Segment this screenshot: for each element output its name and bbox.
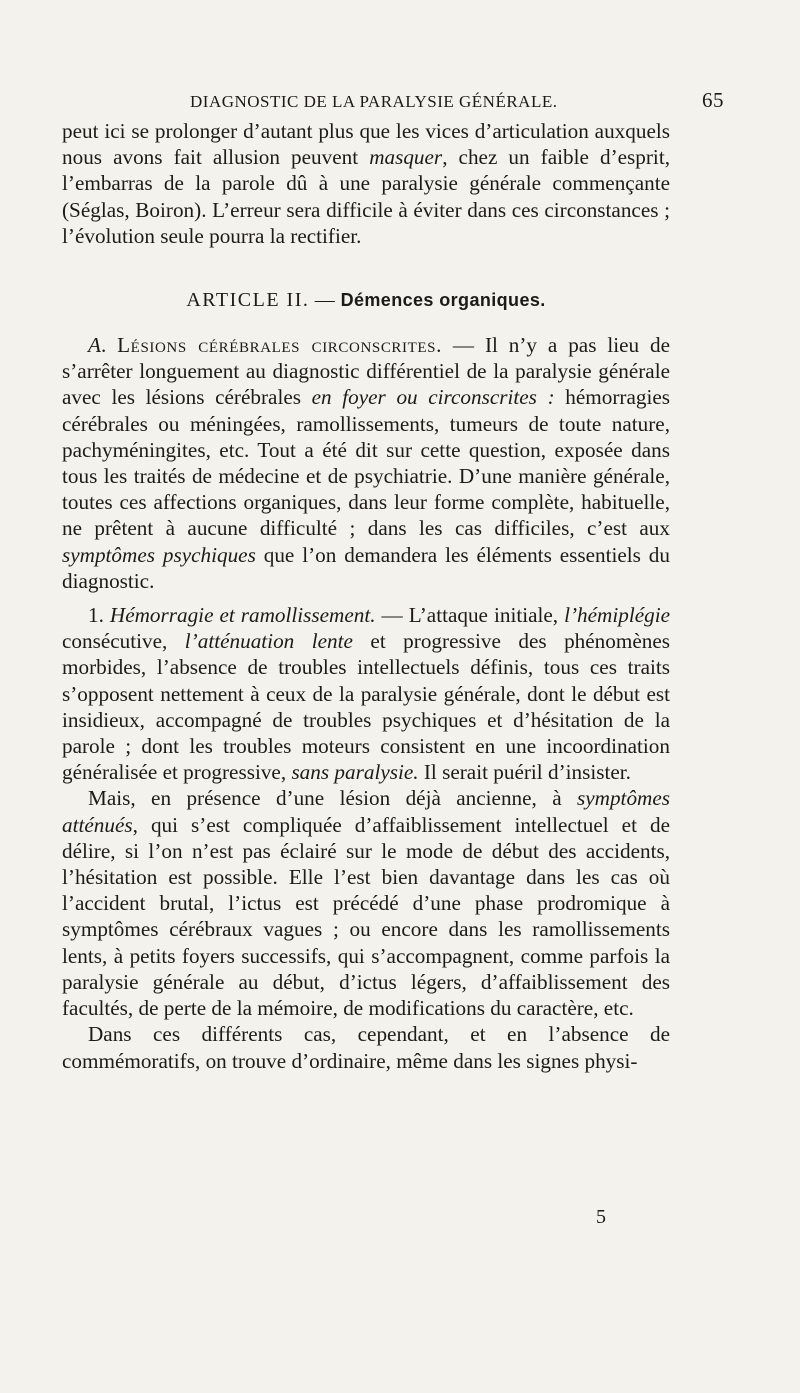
paragraph-text: — Il n’y a pas lieu de s’arrêter longuement au diagnostic différentiel de la paralysie générale avec les lésions cérébrales <box>62 333 670 410</box>
running-head-title: DIAGNOSTIC DE LA PARALYSIE GÉNÉRALE. <box>190 92 558 111</box>
article-title: Démences organiques. <box>340 290 546 311</box>
paragraph-text: Mais, en présence d’une lésion déjà ancienne, à <box>88 786 578 811</box>
page-number: 65 <box>702 88 724 112</box>
paragraph-text: consécutive, <box>62 629 185 654</box>
running-head <box>62 88 724 113</box>
italic-term: masquer <box>369 145 443 170</box>
heading-dash: — <box>314 289 336 312</box>
paragraph-text: , chez un faible d’esprit, l’embarras de la parole dû à une paralysie générale commençante (Séglas, Boiron). L’erreur sera difficile à éviter dans ces circonstances ; l’évolution seule pourra la rectifier. <box>62 145 670 248</box>
paragraph-text: hémorragies cérébrales ou méningées, ramollissements, tumeurs de toute nature, pachyméningites, etc. Tout a été dit sur cette question, exposée dans tous les traités de médecine et de psychiatrie. D’une manière générale, toutes ces affections organiques, dans leur forme complète, habituelle, ne prêtent à aucune difficulté ; dans les cas difficiles, c’est aux <box>62 385 670 541</box>
item-title: Hémorragie et ramollissement. <box>109 603 376 628</box>
signature-mark: 5 <box>596 1206 606 1228</box>
paragraph-text: — L’attaque initiale, <box>375 603 565 628</box>
paragraph-text: Il serait puéril d’insister. <box>418 760 631 785</box>
paragraph-hemorragie <box>62 602 670 785</box>
paragraph-text: que l’on demandera les éléments essentiels du diagnostic. <box>62 542 670 593</box>
italic-term: en foyer ou circonscrites : <box>311 385 555 410</box>
section-letter: A <box>88 333 101 358</box>
paragraph-text: Dans ces différents cas, cependant, et en l’absence de commémoratifs, on trouve d’ordinaire, même dans les signes physi- <box>62 1022 670 1073</box>
paragraph-text: , qui s’est compliquée d’affaiblissement intellectuel et de délire, si l’on n’est pas éclairé sur le mode de début des accidents, l’hésitation est possible. Elle l’est bien davantage dans les cas où l’accident brutal, l’ictus est précédé d’une phase prodromique à symptômes cérébraux vagues ; ou encore dans les ramollissements lents, à petits foyers successifs, qui s’accompagnent, comme parfois la paralysie générale au début, d’ictus légers, d’affaiblissement des facultés, de perte de la mémoire, de modifications du caractère, etc. <box>62 812 670 1021</box>
paragraph-lesion-ancienne <box>62 785 670 1021</box>
page-body <box>62 118 670 1074</box>
section-title: Lésions cérébrales circonscrites. <box>117 333 442 358</box>
section-letter-dot: . <box>100 333 107 358</box>
paragraph-text: et progressive des phénomènes morbides, l’absence de troubles intellectuels définis, tous ces traits s’opposent nettement à ceux de la paralysie générale, dont le début est insidieux, accompagné de troubles psychiques et d’hésitation de la parole ; dont les troubles moteurs consistent en une incoordination généralisée et progressive, <box>62 629 670 785</box>
italic-term: sans paralysie. <box>291 760 419 785</box>
paragraph-text: peut ici se prolonger d’autant plus que les vices d’articulation auxquels nous avons fait allusion peuvent <box>62 119 670 170</box>
article-heading <box>62 289 670 312</box>
article-label: ARTICLE II. <box>186 289 310 312</box>
italic-term: l’atténuation lente <box>184 629 353 654</box>
item-number: 1. <box>88 603 110 628</box>
italic-term: symptômes atténués <box>62 786 670 837</box>
paragraph-differents-cas <box>62 1021 670 1073</box>
paragraph-continuation <box>62 118 670 249</box>
italic-term: l’hémiplégie <box>564 603 671 628</box>
italic-term: symptômes psychiques <box>62 542 256 567</box>
paragraph-lesions <box>62 332 670 594</box>
paragraph-spacer <box>62 594 670 602</box>
